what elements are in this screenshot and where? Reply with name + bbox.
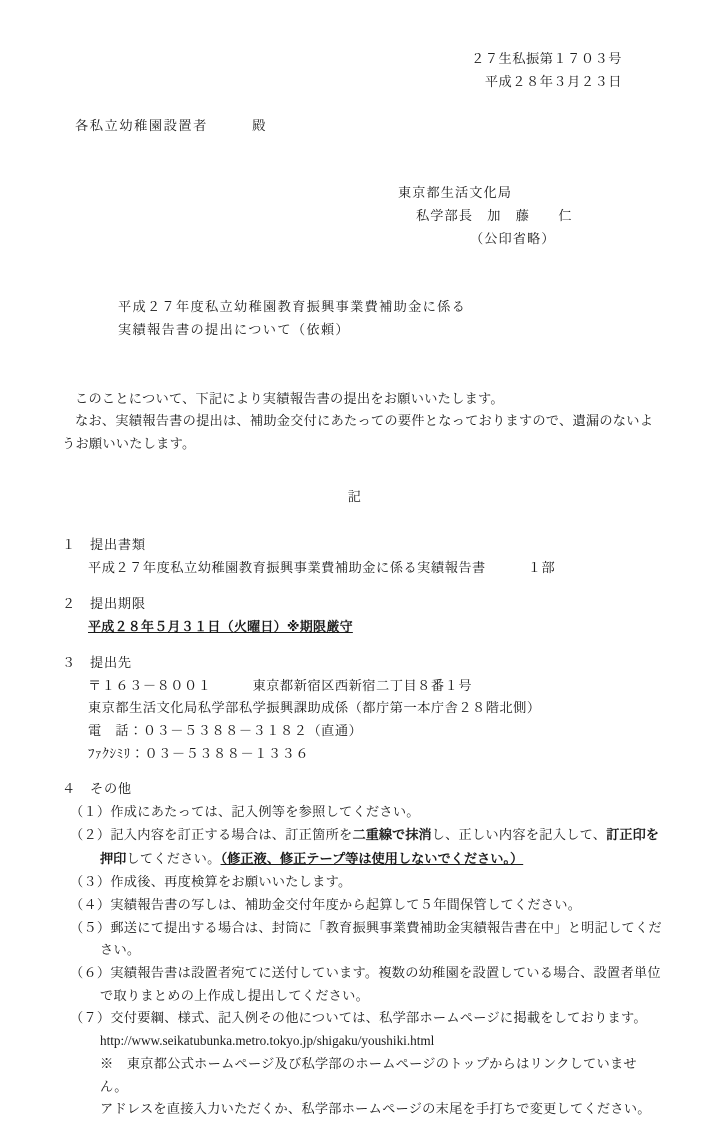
- sub-item-5: [62, 917, 662, 962]
- sub-item-6-label: （６）: [70, 965, 111, 981]
- telephone-line: 電 話：０３－５３８８－３１８２（直通）: [88, 723, 363, 739]
- ki-marker: 記: [347, 488, 363, 504]
- sender-title-name: 私学部長 加 藤 仁: [416, 207, 573, 223]
- item-deadline: [62, 593, 662, 639]
- item-1-heading: [62, 534, 662, 557]
- sub-item-4-text: 実績報告書の写しは、補助金交付年度から起算して５年間保管してください。: [110, 896, 582, 912]
- item-submission-address: [62, 652, 662, 766]
- sub-item-1-label: （１）: [70, 804, 111, 820]
- deadline-text: 平成２８年５月３１日（火曜日）※期限厳守: [88, 619, 353, 635]
- body-paragraph-1: このことについて、下記により実績報告書の提出をお願いいたします。: [75, 390, 504, 406]
- sub-item-2-bold-3: 押印: [100, 851, 127, 867]
- item-3-number: ３: [62, 654, 76, 670]
- sub-item-2-continuation: [70, 848, 662, 872]
- sub-item-2-part-1: 記入内容を訂正する場合は、訂正箇所を: [110, 826, 353, 842]
- document-date: 平成２８年３月２３日: [484, 73, 622, 89]
- item-1-detail: 平成２７年度私立幼稚園教育振興事業費補助金に係る実績報告書: [88, 560, 486, 576]
- sub-item-5-label: （５）: [70, 919, 111, 935]
- sender-block: [62, 182, 662, 250]
- sub-item-1: [62, 801, 662, 824]
- sender-seal-note: （公印省略）: [470, 230, 556, 246]
- item-documents: [62, 534, 662, 579]
- sub-item-2-part-3: してください。: [126, 850, 221, 866]
- document-number: ２７生私振第１７０３号: [471, 51, 622, 66]
- department-line: 東京都生活文化局私学部私学振興課助成係（都庁第一本庁舎２８階北側）: [88, 700, 541, 716]
- item-2-heading: [62, 593, 662, 616]
- subject-title: [62, 296, 662, 341]
- addressee-line: 各私立幼稚園設置者 殿: [75, 118, 268, 134]
- item-1-detail-row: [88, 557, 662, 580]
- sub-item-3-text: 作成後、再度検算をお願いいたします。: [110, 874, 352, 890]
- sub-item-7-note-line-1: ※ 東京都公式ホームページ及び私学部のホームページのトップからはリンクしていません。: [100, 1055, 637, 1094]
- item-1-count: １部: [527, 560, 556, 576]
- fax-line: ﾌｧｸｼﾐﾘ：０３－５３８８－１３３６: [88, 745, 310, 761]
- item-2-body: [62, 616, 662, 639]
- body-paragraph-2-line-1: なお、実績報告書の提出は、補助金交付にあたっての要件となっておりますので、遺漏のないよ: [75, 413, 654, 429]
- subject-line-1: 平成２７年度私立幼稚園教育振興事業費補助金に係る: [118, 299, 467, 315]
- sub-item-7-note-line-2: アドレスを直接入力いただくか、私学部ホームページの末尾を手打ちで変更してください。: [100, 1101, 651, 1117]
- sub-item-2-bold-2: 訂正印を: [606, 827, 659, 843]
- sub-item-2-bold-underline-note: （修正液、修正テープ等は使用しないでください。）: [220, 851, 524, 867]
- other-sub-item-list: [62, 801, 662, 1121]
- item-2-number: ２: [62, 595, 76, 611]
- sub-item-2: [62, 824, 662, 871]
- sub-item-4-label: （４）: [70, 896, 111, 912]
- sub-item-3-label: （３）: [70, 874, 111, 890]
- sub-item-2-label: （２）: [70, 826, 111, 842]
- item-1-number: １: [62, 537, 76, 553]
- item-3-body: [62, 675, 662, 766]
- sub-item-6: [62, 962, 662, 1007]
- item-4-number: ４: [62, 781, 76, 797]
- item-1-title: 提出書類: [89, 537, 146, 553]
- subject-line-2: 実績報告書の提出について（依頼）: [118, 321, 350, 337]
- sender-organization: 東京都生活文化局: [398, 185, 512, 201]
- sub-item-5-line-1: 郵送にて提出する場合は、封筒に「教育振興事業費補助金実績報告書在中」と明記してくだ: [110, 919, 662, 935]
- item-4-title: その他: [89, 781, 132, 797]
- item-2-title: 提出期限: [89, 595, 146, 611]
- sub-item-2-part-2: し、正しい内容を記入して、: [431, 826, 607, 842]
- item-3-heading: [62, 652, 662, 675]
- body-text: [62, 388, 662, 456]
- deadline-row: [88, 616, 662, 639]
- item-other: [62, 778, 662, 1121]
- postal-address-line: 〒１６３－８００１ 東京都新宿区西新宿二丁目８番１号: [88, 677, 473, 693]
- sub-item-7-line-1: 交付要綱、様式、記入例その他については、私学部ホームページに掲載をしております。: [110, 1010, 647, 1026]
- sub-item-6-line-1: 実績報告書は設置者宛てに送付しています。複数の幼稚園を設置している場合、設置者単位: [110, 965, 661, 981]
- numbered-item-list: [62, 534, 662, 1121]
- sub-item-7-label: （７）: [70, 1010, 111, 1026]
- item-3-title: 提出先: [89, 654, 132, 670]
- sub-item-3: [62, 871, 662, 894]
- sub-item-6-line-2: で取りまとめの上作成し提出してください。: [100, 987, 370, 1003]
- shigakubu-homepage-url[interactable]: http://www.seikatubunka.metro.tokyo.jp/shigaku/youshiki.html: [100, 1033, 435, 1049]
- body-paragraph-2-line-2: うお願いいたします。: [62, 436, 196, 452]
- sub-item-1-text: 作成にあたっては、記入例等を参照してください。: [110, 804, 420, 820]
- sub-item-7: [62, 1007, 662, 1121]
- item-4-heading: [62, 778, 662, 801]
- sub-item-5-line-2: さい。: [100, 942, 141, 958]
- sub-item-2-bold-1: 二重線で抹消: [352, 827, 432, 843]
- document-header: [62, 48, 662, 93]
- item-1-body: [62, 557, 662, 580]
- sub-item-4: [62, 894, 662, 917]
